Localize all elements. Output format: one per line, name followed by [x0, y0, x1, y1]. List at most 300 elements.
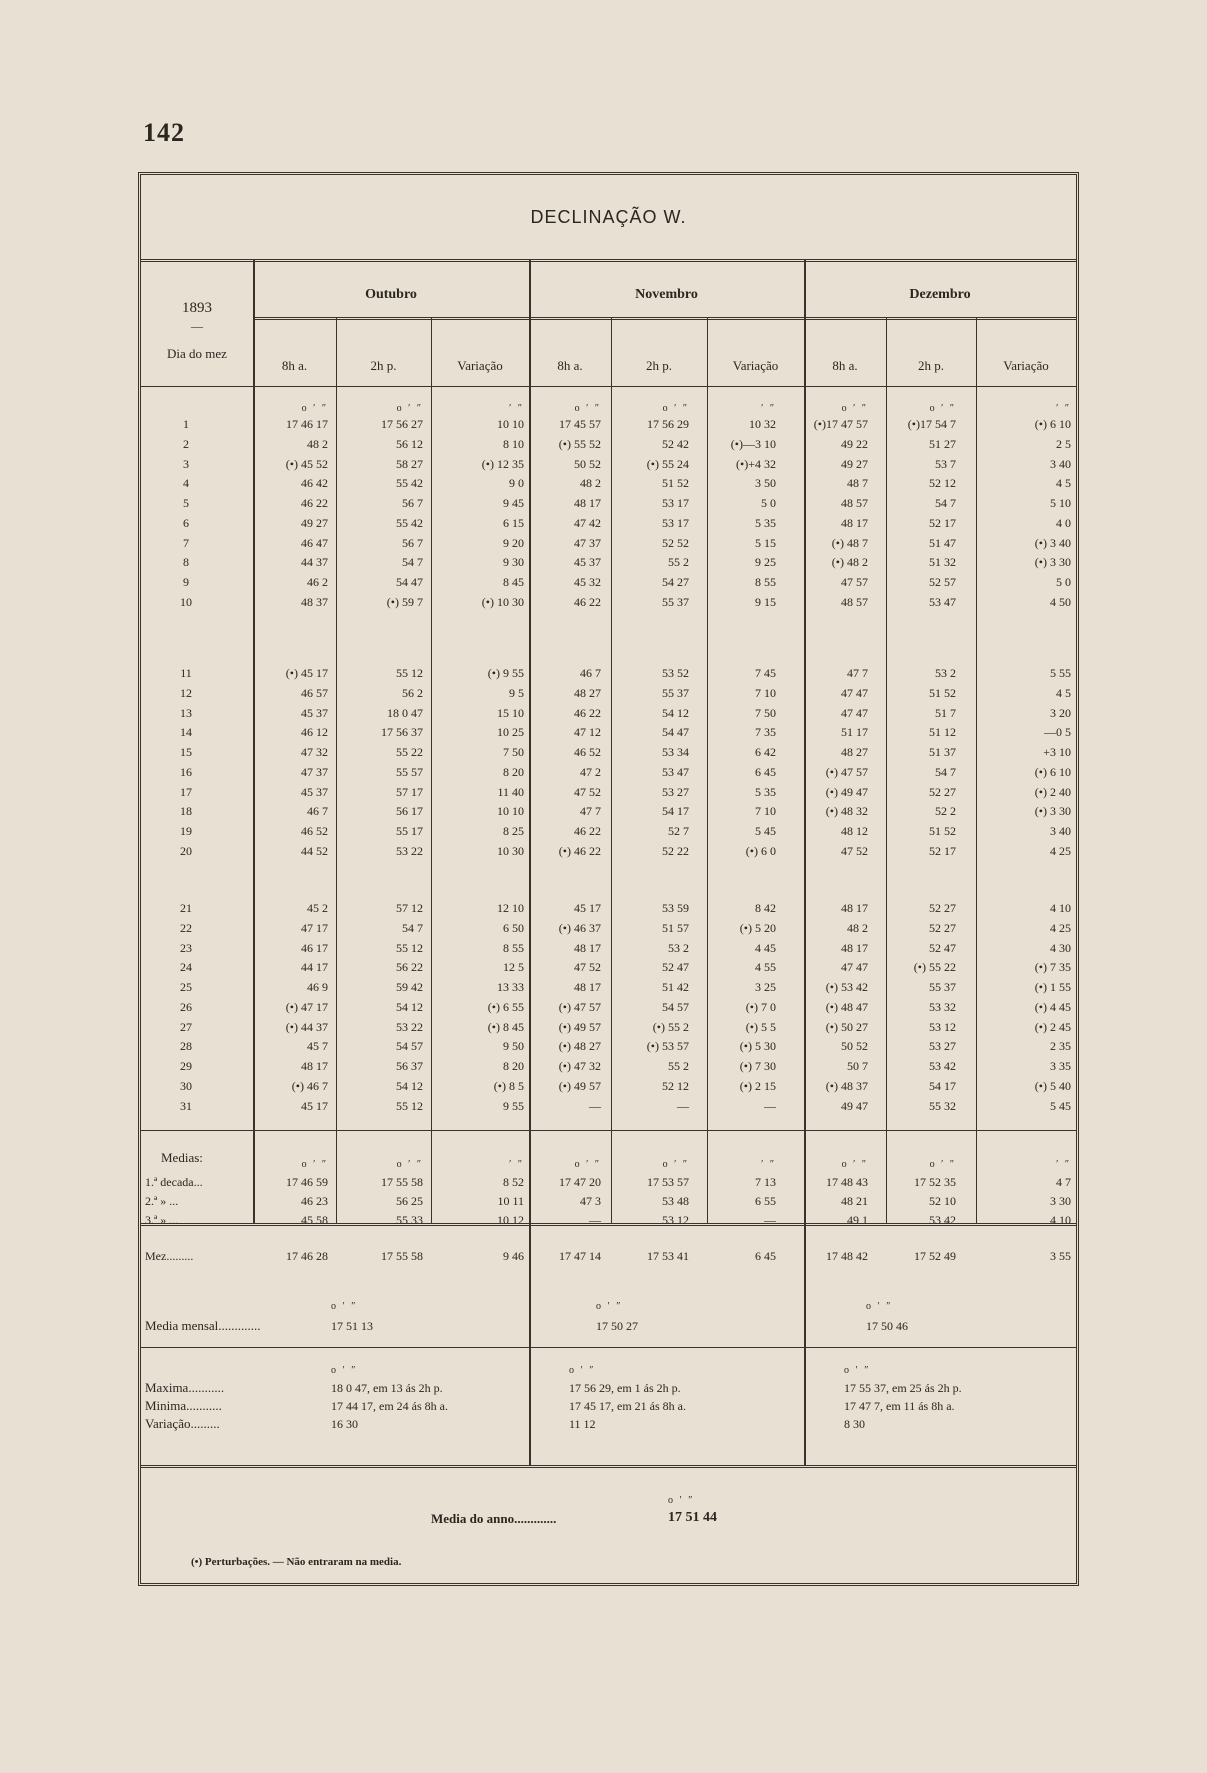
cell-value: 46 42 [301, 476, 328, 491]
units-label: o ′ ″ [574, 1159, 601, 1170]
cell-value: (•) 55 2 [652, 1019, 689, 1034]
cell-value: 6 15 [503, 515, 524, 530]
cell-value: 55 22 [396, 745, 423, 759]
cell-value: 55 37 [929, 980, 956, 994]
cell-value: 17 46 17 [286, 417, 328, 431]
cell-value: 49 22 [841, 436, 868, 451]
cell-value: 13 33 [497, 980, 524, 994]
cell-value: (•) 48 37 [825, 1078, 868, 1093]
extreme-value: 16 30 [331, 1417, 358, 1431]
cell-value: 46 52 [301, 824, 328, 838]
cell-value: 3 35 [1050, 1059, 1071, 1073]
cell-value: 45 17 [574, 901, 601, 915]
cell-value: 9 25 [755, 555, 776, 570]
cell-value: (•) 46 37 [558, 920, 601, 935]
cell-value: 48 17 [841, 901, 868, 915]
cell-value: 4 30 [1050, 940, 1071, 955]
units-label: ′ ″ [761, 1159, 776, 1170]
extreme-value: 11 12 [569, 1417, 596, 1431]
cell-value: (•) 49 57 [558, 1078, 601, 1093]
cell-value: 52 42 [662, 436, 689, 451]
cell-value: 53 2 [935, 666, 956, 680]
day-number: 19 [180, 824, 192, 838]
cell-value: 5 0 [1056, 575, 1071, 589]
units-label: o ′ ″ [929, 1159, 956, 1170]
cell-value: (•) 6 10 [1034, 417, 1071, 431]
day-number: 5 [183, 496, 189, 510]
decade-mean: 46 23 [301, 1194, 328, 1208]
decade-mean: — [764, 1213, 776, 1227]
cell-value: 53 47 [929, 594, 956, 609]
cell-value: 53 42 [929, 1059, 956, 1073]
decade-mean: 3 30 [1050, 1194, 1071, 1208]
cell-value: (•) 47 57 [825, 764, 868, 779]
cell-value: 55 2 [668, 1059, 689, 1073]
cell-value: 51 52 [662, 476, 689, 491]
day-number: 31 [180, 1098, 192, 1113]
cell-value: 46 57 [301, 685, 328, 700]
cell-value: 51 47 [929, 535, 956, 550]
month-dezembro: Dezembro [909, 287, 971, 302]
decade-mean: 55 33 [396, 1213, 423, 1227]
day-number: 3 [183, 456, 189, 471]
cell-value: 9 55 [503, 1098, 524, 1113]
cell-value: 46 52 [574, 745, 601, 759]
day-number: 27 [180, 1019, 192, 1034]
extreme-label: Variação......... [145, 1416, 220, 1431]
month-mean: 17 47 14 [559, 1249, 601, 1263]
extreme-value: 8 30 [844, 1417, 865, 1431]
cell-value: 54 17 [662, 804, 689, 819]
units-label: o ′ ″ [844, 1365, 871, 1376]
cell-value: 52 2 [935, 804, 956, 819]
day-number: 24 [180, 960, 192, 975]
units-label: o ′ ″ [866, 1301, 893, 1312]
units-label: ′ ″ [1056, 1159, 1071, 1170]
cell-value: 56 17 [396, 804, 423, 819]
cell-value: (•) 53 42 [825, 980, 868, 994]
cell-value: 12 10 [497, 901, 524, 915]
cell-value: 53 22 [396, 1019, 423, 1034]
day-number: 16 [180, 764, 192, 779]
cell-value: 55 12 [396, 666, 423, 680]
day-number: 11 [180, 666, 192, 680]
month-mean: 17 46 28 [286, 1249, 328, 1263]
annual-mean-value: 17 51 44 [668, 1510, 717, 1525]
cell-value: 55 37 [662, 594, 689, 609]
cell-value: (•) 2 45 [1034, 1019, 1071, 1034]
decade-mean: 56 25 [396, 1194, 423, 1208]
cell-value: 48 17 [574, 496, 601, 510]
cell-value: 48 57 [841, 496, 868, 510]
cell-value: 8 20 [503, 1059, 524, 1073]
cell-value: 46 22 [574, 594, 601, 609]
cell-value: 56 7 [402, 535, 423, 550]
cell-value: 53 47 [662, 764, 689, 779]
cell-value: 52 47 [662, 960, 689, 975]
cell-value: 45 37 [574, 555, 601, 570]
cell-value: 51 42 [662, 980, 689, 994]
cell-value: 52 12 [929, 476, 956, 491]
cell-value: (•) 47 17 [285, 999, 328, 1014]
cell-value: 51 32 [929, 555, 956, 570]
cell-value: (•) 5 5 [745, 1019, 776, 1034]
cell-value: 49 47 [841, 1098, 868, 1113]
cell-value: 8 42 [755, 901, 776, 915]
cell-value: 10 10 [497, 417, 524, 431]
decade-mean: 7 13 [755, 1175, 776, 1189]
extreme-value: 18 0 47, em 13 ás 2h p. [331, 1381, 443, 1395]
extreme-value: 17 44 17, em 24 ás 8h a. [331, 1399, 448, 1413]
cell-value: 47 7 [580, 804, 601, 819]
subheader-8h: 8h a. [832, 358, 858, 373]
cell-value: 51 17 [841, 725, 868, 740]
cell-value: 54 27 [662, 575, 689, 589]
decade-mean: 17 46 59 [286, 1175, 328, 1189]
decade-mean: 49 1 [847, 1213, 868, 1227]
decade-mean: 48 21 [841, 1194, 868, 1208]
day-number: 10 [180, 594, 192, 609]
cell-value: (•) 45 17 [285, 666, 328, 680]
day-number: 1 [183, 417, 189, 431]
rule [253, 317, 1076, 320]
cell-value: 8 55 [755, 575, 776, 589]
cell-value: (•) 2 15 [739, 1078, 776, 1093]
subheader-variacao: Variação [457, 358, 503, 373]
cell-value: 46 7 [307, 804, 328, 819]
extreme-value: 17 55 37, em 25 ás 2h p. [844, 1381, 962, 1395]
cell-value: 3 50 [755, 476, 776, 491]
cell-value: 56 37 [396, 1059, 423, 1073]
cell-value: 46 22 [301, 496, 328, 510]
month-mean: 17 48 42 [826, 1249, 868, 1263]
cell-value: 57 12 [396, 901, 423, 915]
cell-value: 48 2 [307, 436, 328, 451]
cell-value: 54 7 [402, 920, 423, 935]
decade-mean: 45 58 [301, 1213, 328, 1227]
cell-value: 6 45 [755, 764, 776, 779]
cell-value: 52 57 [929, 575, 956, 589]
day-number: 14 [180, 725, 192, 740]
day-number: 23 [180, 940, 192, 955]
cell-value: 46 22 [574, 824, 601, 838]
cell-value: 55 2 [668, 555, 689, 570]
cell-value: 47 52 [574, 784, 601, 799]
cell-value: 48 7 [847, 476, 868, 491]
subheader-variacao: Variação [732, 358, 779, 373]
cell-value: (•) 55 52 [558, 436, 601, 451]
day-number: 18 [180, 804, 192, 819]
cell-value: (•) 47 32 [558, 1059, 601, 1073]
cell-value: 52 27 [929, 784, 956, 799]
cell-value: 55 37 [662, 685, 689, 700]
units-label: o ′ ″ [929, 403, 956, 414]
day-number: 29 [180, 1059, 192, 1073]
cell-value: 47 47 [841, 685, 868, 700]
cell-value: 8 45 [503, 575, 524, 589]
cell-value: 53 27 [662, 784, 689, 799]
cell-value: 3 25 [755, 980, 776, 994]
cell-value: 48 17 [841, 515, 868, 530]
cell-value: 51 52 [929, 824, 956, 838]
cell-value: (•) 7 0 [745, 999, 776, 1014]
cell-value: 5 35 [755, 784, 776, 799]
decade-mean: 53 48 [662, 1194, 689, 1208]
subheader-2h: 2h p. [646, 358, 672, 373]
cell-value: (•)—3 10 [730, 436, 776, 451]
cell-value: (•) 5 20 [739, 920, 776, 935]
cell-value: 48 37 [301, 594, 328, 609]
cell-value: 4 55 [755, 960, 776, 975]
cell-value: 51 52 [929, 685, 956, 700]
cell-value: 45 37 [301, 705, 328, 720]
extreme-value: 17 45 17, em 21 ás 8h a. [569, 1399, 686, 1413]
units-label: o ′ ″ [841, 1159, 868, 1170]
cell-value: (•) 59 7 [386, 594, 423, 609]
cell-value: 53 22 [396, 843, 423, 858]
cell-value: (•) 3 30 [1034, 804, 1071, 819]
cell-value: 51 37 [929, 745, 956, 759]
cell-value: 17 45 57 [559, 417, 601, 431]
cell-value: 45 32 [574, 575, 601, 589]
cell-value: 54 57 [396, 1039, 423, 1054]
decade-mean: 8 52 [503, 1175, 524, 1189]
cell-value: — [589, 1098, 601, 1113]
cell-value: 56 22 [396, 960, 423, 975]
cell-value: 51 12 [929, 725, 956, 740]
cell-value: 11 40 [497, 784, 524, 799]
decade-mean: 17 55 58 [381, 1175, 423, 1189]
cell-value: (•) 5 30 [739, 1039, 776, 1054]
decade-mean: 17 47 20 [559, 1175, 601, 1189]
cell-value: 49 27 [301, 515, 328, 530]
extreme-value: 17 47 7, em 11 ás 8h a. [844, 1399, 955, 1413]
cell-value: (•) 7 35 [1034, 960, 1071, 975]
day-number: 7 [183, 535, 189, 550]
cell-value: (•) 48 7 [831, 535, 868, 550]
month-mean: 9 46 [503, 1249, 524, 1263]
cell-value: (•) 48 27 [558, 1039, 601, 1054]
cell-value: 4 5 [1056, 476, 1071, 491]
cell-value: 54 12 [396, 999, 423, 1014]
cell-value: 46 9 [307, 980, 328, 994]
cell-value: 5 10 [1050, 496, 1071, 510]
rule [141, 259, 1076, 262]
units-label: o ′ ″ [301, 403, 328, 414]
decade-mean: 17 48 43 [826, 1175, 868, 1189]
cell-value: (•) 47 57 [558, 999, 601, 1014]
cell-value: 10 32 [749, 417, 776, 431]
month-outubro: Outubro [365, 287, 417, 302]
cell-value: 4 25 [1050, 920, 1071, 935]
units-label: o ′ ″ [396, 1159, 423, 1170]
day-column-label: Dia do mez [167, 346, 227, 361]
year-dash: — [191, 319, 203, 333]
cell-value: 54 7 [935, 496, 956, 510]
rule [141, 1465, 1076, 1468]
month-mean: 6 45 [755, 1249, 776, 1263]
units-label: o ′ ″ [331, 1301, 358, 1312]
cell-value: 55 42 [396, 476, 423, 491]
units-label: o ′ ″ [662, 1159, 689, 1170]
cell-value: 54 7 [935, 764, 956, 779]
cell-value: 47 7 [847, 666, 868, 680]
column-rule [804, 1223, 806, 1465]
cell-value: 48 17 [574, 980, 601, 994]
cell-value: 10 25 [497, 725, 524, 740]
units-label: o ′ ″ [569, 1365, 596, 1376]
cell-value: 5 15 [755, 535, 776, 550]
decade-mean: — [589, 1213, 601, 1227]
decade-mean: 10 12 [497, 1213, 524, 1227]
day-number: 8 [183, 555, 189, 570]
cell-value: (•)17 54 7 [907, 417, 956, 431]
cell-value: 17 56 37 [381, 725, 423, 740]
cell-value: 4 50 [1050, 594, 1071, 609]
cell-value: 4 10 [1050, 901, 1071, 915]
cell-value: (•)17 47 57 [813, 417, 868, 431]
units-label: ′ ″ [509, 1159, 524, 1170]
day-number: 30 [180, 1078, 192, 1093]
month-mean: 17 52 49 [914, 1249, 956, 1263]
cell-value: 4 25 [1050, 843, 1071, 858]
cell-value: (•) 10 30 [481, 594, 524, 609]
cell-value: +3 10 [1043, 745, 1071, 759]
cell-value: 55 12 [396, 940, 423, 955]
cell-value: (•) 46 22 [558, 843, 601, 858]
cell-value: 52 17 [929, 843, 956, 858]
day-number: 15 [180, 745, 192, 759]
cell-value: 55 42 [396, 515, 423, 530]
cell-value: 48 27 [841, 745, 868, 759]
day-number: 25 [180, 980, 192, 994]
cell-value: (•) 1 55 [1034, 980, 1071, 994]
month-mean-label: Mez......... [145, 1249, 194, 1263]
table-title: DECLINAÇÃO W. [530, 207, 687, 227]
media-mensal-label: Media mensal............. [145, 1318, 261, 1333]
cell-value: (•) 44 37 [285, 1019, 328, 1034]
month-mean: 17 53 41 [647, 1249, 689, 1263]
cell-value: 58 27 [396, 456, 423, 471]
cell-value: 3 40 [1050, 456, 1071, 471]
decade-mean: 52 10 [929, 1194, 956, 1208]
cell-value: (•) 49 57 [558, 1019, 601, 1034]
decade-label: 1.ª decada... [145, 1175, 203, 1189]
annual-mean-label: Media do anno............. [431, 1511, 557, 1526]
cell-value: 47 17 [301, 920, 328, 935]
cell-value: 5 45 [755, 824, 776, 838]
cell-value: 52 17 [929, 515, 956, 530]
cell-value: 10 10 [497, 804, 524, 819]
cell-value: 53 52 [662, 666, 689, 680]
cell-value: 9 45 [503, 496, 524, 510]
cell-value: 45 7 [307, 1039, 328, 1054]
cell-value: (•) 48 47 [825, 999, 868, 1014]
day-number: 21 [180, 901, 192, 915]
cell-value: 47 2 [580, 764, 601, 779]
rule [141, 1347, 1076, 1348]
cell-value: — [677, 1098, 689, 1113]
cell-value: 46 7 [580, 666, 601, 680]
cell-value: 56 2 [402, 685, 423, 700]
cell-value: 47 47 [841, 705, 868, 720]
cell-value: 3 20 [1050, 705, 1071, 720]
cell-value: (•) 55 22 [913, 960, 956, 975]
cell-value: 15 10 [497, 705, 524, 720]
cell-value: 54 12 [396, 1078, 423, 1093]
day-number: 28 [180, 1039, 192, 1054]
day-number: 13 [180, 705, 192, 720]
cell-value: 8 10 [503, 436, 524, 451]
cell-value: (•) 3 40 [1034, 535, 1071, 550]
cell-value: 3 40 [1050, 824, 1071, 838]
cell-value: —0 5 [1044, 725, 1071, 740]
rule [141, 1130, 1076, 1131]
cell-value: 53 12 [929, 1019, 956, 1034]
cell-value: (•) 9 55 [487, 666, 524, 680]
units-label: o ′ ″ [841, 403, 868, 414]
cell-value: 54 17 [929, 1078, 956, 1093]
cell-value: 8 25 [503, 824, 524, 838]
cell-value: 44 17 [301, 960, 328, 975]
monthly-mean-value: 17 51 13 [331, 1319, 373, 1333]
cell-value: 51 57 [662, 920, 689, 935]
decade-mean: 4 10 [1050, 1213, 1071, 1227]
cell-value: 6 42 [755, 745, 776, 759]
units-label: ′ ″ [1056, 403, 1071, 414]
cell-value: (•) 6 0 [745, 843, 776, 858]
cell-value: 47 57 [841, 575, 868, 589]
cell-value: 48 12 [841, 824, 868, 838]
monthly-mean-value: 17 50 27 [596, 1319, 638, 1333]
units-label: o ′ ″ [596, 1301, 623, 1312]
cell-value: 55 17 [396, 824, 423, 838]
cell-value: 52 47 [929, 940, 956, 955]
cell-value: (•) 48 32 [825, 804, 868, 819]
cell-value: 47 42 [574, 515, 601, 530]
page-number: 142 [143, 118, 185, 147]
cell-value: 52 12 [662, 1078, 689, 1093]
monthly-mean-value: 17 50 46 [866, 1319, 908, 1333]
medias-label: Medias: [161, 1150, 203, 1165]
cell-value: 54 57 [662, 999, 689, 1014]
cell-value: 48 17 [841, 940, 868, 955]
cell-value: 53 32 [929, 999, 956, 1014]
cell-value: 45 2 [307, 901, 328, 915]
cell-value: 52 7 [668, 824, 689, 838]
cell-value: 17 56 27 [381, 417, 423, 431]
cell-value: 2 5 [1056, 436, 1071, 451]
cell-value: 7 50 [755, 705, 776, 720]
decade-label: 3.ª » ... [145, 1213, 179, 1227]
cell-value: 7 50 [503, 745, 524, 759]
cell-value: 45 17 [301, 1098, 328, 1113]
extreme-label: Maxima........... [145, 1380, 225, 1395]
cell-value: 53 2 [668, 940, 689, 955]
cell-value: 7 45 [755, 666, 776, 680]
cell-value: (•) 53 57 [646, 1039, 689, 1054]
rule [141, 386, 1076, 387]
cell-value: 12 5 [503, 960, 524, 975]
cell-value: 5 45 [1050, 1098, 1071, 1113]
cell-value: — [764, 1098, 776, 1113]
cell-value: 17 56 29 [647, 417, 689, 431]
decade-mean: 53 42 [929, 1213, 956, 1227]
decade-label: 2.ª » ... [145, 1194, 179, 1208]
cell-value: (•) 6 10 [1034, 764, 1071, 779]
decade-mean: 4 7 [1056, 1175, 1071, 1189]
units-label: o ′ ″ [574, 403, 601, 414]
